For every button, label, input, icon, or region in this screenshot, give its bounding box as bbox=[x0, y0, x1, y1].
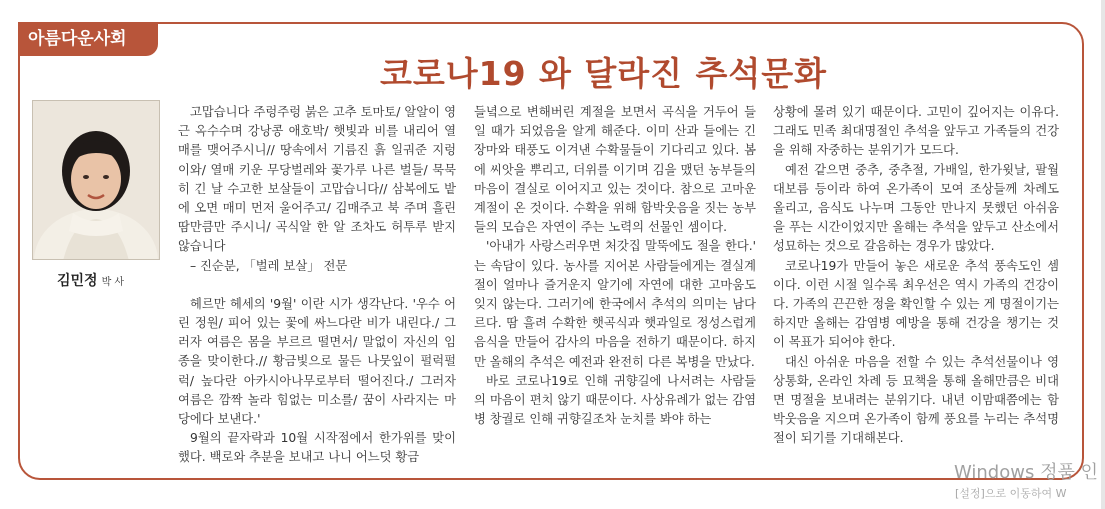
paragraph: 상황에 몰려 있기 때문이다. 고민이 깊어지는 이유다. 그래도 민족 최대명절인 추석을 앞두고 가족들의 건강을 위해 자중하는 분위기가 모드다. bbox=[773, 105, 1059, 158]
paragraph: 헤르만 헤세의 '9월' 이란 시가 생각난다. '우수 어린 정원/ 피어 있는 꽃에 싸느다란 비가 내린다./ 그러자 여름은 몸을 부르르 떨면서/ 말없이 자신의 임종을 맞이한다.// 황금빛으로 물든 나뭇잎이 펄럭펄럭/ 높다란 아카시아나무로부터 떨어진다./ 그러자 여름은 깜짝 놀라 힘없는 미소를/ 꿈이 사라지는 마당에다 보낸다.' bbox=[178, 296, 456, 427]
paragraph: 9월의 끝자락과 10월 시작점에서 한가위를 맞이했다. 백로와 추분을 보내고 나니 어느덧 황금 bbox=[178, 431, 456, 465]
windows-activation-hint: [설정]으로 이동하여 W bbox=[955, 487, 1067, 500]
paragraph: 대신 아쉬운 마음을 전할 수 있는 추석선물이나 영상통화, 온라인 차례 등 묘책을 통해 올해만큼은 비대면 명절을 보내려는 분위기다. 내년 이맘때쯤에는 함박웃음을 지으며 온가족이 함께 풍요를 누리는 추석명절이 되기를 기대해본다. bbox=[773, 354, 1059, 446]
paragraph: '아내가 사랑스러우면 처갓집 말뚝에도 절을 한다.' 는 속담이 있다. 농사를 지어본 사람들에게는 결실계절이 얼마나 즐거운지 알기에 자연에 대한 고마움도 잊지 않는다. 그러기에 한국에서 추석의 의미는 남다르다. 땀 흘려 수확한 햇곡식과 햇과일로 정성스럽게 음식을 만들어 감사의 마음을 전하기 때문이다. 하지만 올해의 추석은 예전과 완전히 다른 복병을 만났다. bbox=[474, 239, 756, 369]
windows-activation-watermark: Windows 정품 인 bbox=[954, 462, 1098, 483]
article-column-2 bbox=[474, 103, 756, 429]
article-column-3 bbox=[773, 103, 1059, 449]
scrollbar-rail[interactable] bbox=[1101, 0, 1105, 509]
article-column-1 bbox=[178, 103, 456, 468]
paragraph: 예전 같으면 중추, 중추절, 가배일, 한가윗날, 팔월대보름 등이라 하여 온가족이 모여 조상들께 차례도 올리고, 음식도 나누며 그동안 만나지 못했던 아쉬움을 푸는 시간이었지만 올해는 추석을 앞두고 산소에서 성묘하는 것으로 갈음하는 경우가 많았다. bbox=[773, 162, 1059, 254]
paragraph: 코로나19가 만들어 놓은 새로운 추석 풍속도인 셈이다. 이런 시절 일수록 최우선은 역시 가족의 건강이다. 가족의 끈끈한 정을 확인할 수 있는 게 명절이기는 하지만 올해는 감염병 예방을 통해 건강을 챙기는 것이 목표가 되어야 한다. bbox=[773, 258, 1059, 350]
author-name: 김민정 bbox=[57, 273, 98, 289]
paragraph-gap bbox=[178, 276, 456, 295]
author-portrait-icon bbox=[33, 101, 159, 259]
poem-attribution: – 진순분, 「벌레 보살」 전문 bbox=[190, 258, 348, 273]
section-tag: 아름다운사회 bbox=[18, 22, 158, 56]
author-byline bbox=[57, 270, 177, 290]
article-headline: 코로나19 와 달라진 추석문화 bbox=[380, 54, 828, 93]
poem-text: 고맙습니다 주렁주렁 붉은 고추 토마토/ 알알이 영근 옥수수며 강낭콩 애호박/ 햇빛과 비를 내리어 열매를 맺어주시니// 땅속에서 기름진 흙 일궈준 지렁이와/ 열매 키운 무당벌레와 꽃가루 나른 벌들/ 묵묵히 긴 날 수고한 보살들이 고맙습니다// 삼복에도 밭에 오면 매미 먼저 울어주고/ 김매주고 북 주며 흘린 땀만큼만 주시니/ 곡식알 한 알 조차도 허투루 받지 않습니다 bbox=[178, 105, 456, 254]
paragraph: 들녘으로 변해버린 계절을 보면서 곡식을 거두어 들일 때가 되었음을 알게 해준다. 이미 산과 들에는 긴 장마와 태풍도 이겨낸 수확물들이 기다리고 있다. 봄에 씨앗을 뿌리고, 더위를 이기며 김을 맸던 농부들의 마음이 결실로 이어지고 있는 것이다. 참으로 고마운 계절이 온 것이다. 수확을 위해 함박웃음을 짓는 농부들의 모습은 자연이 주는 노력의 선물인 셈이다. bbox=[474, 105, 756, 235]
paragraph: 바로 코로나19로 인해 귀향길에 나서려는 사람들의 마음이 편치 않기 때문이다. 사상유례가 없는 감염병 창궐로 인해 귀향길조차 눈치를 봐야 하는 bbox=[474, 373, 756, 427]
author-photo bbox=[32, 100, 160, 260]
author-title: 박 사 bbox=[101, 277, 125, 288]
